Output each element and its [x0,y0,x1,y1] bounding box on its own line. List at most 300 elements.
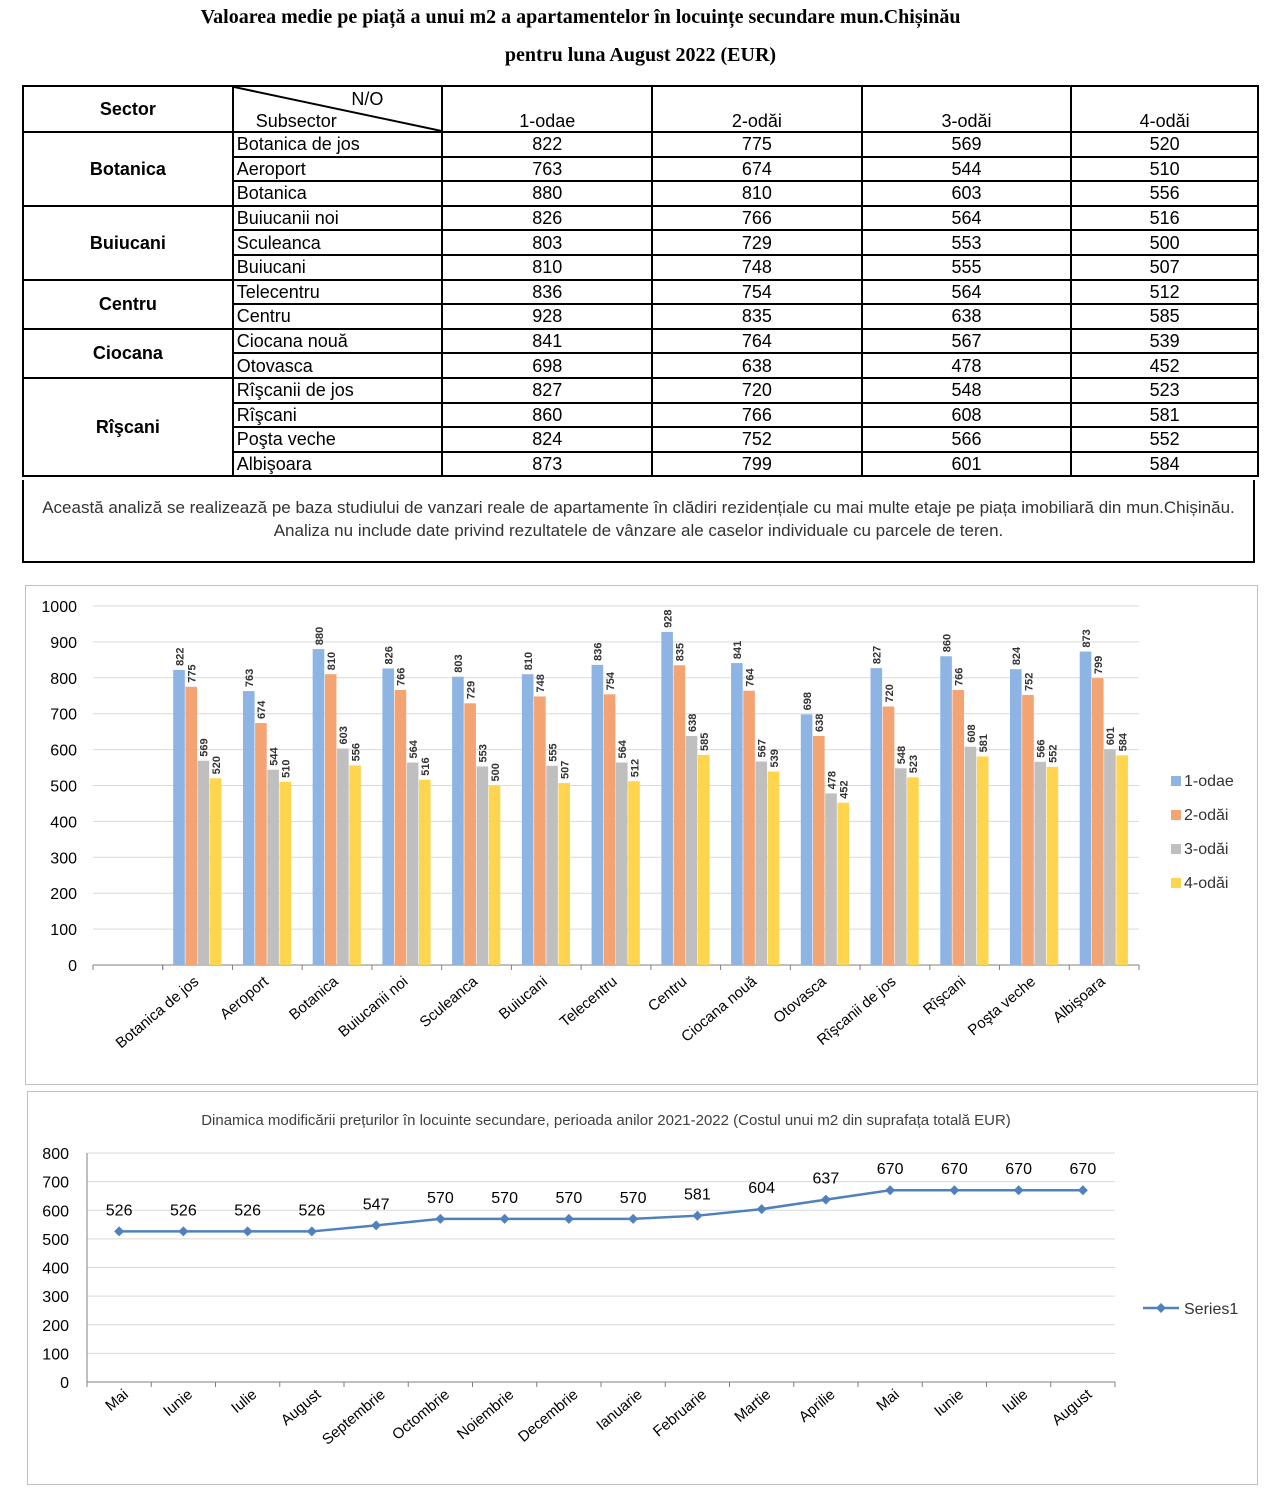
bar [1047,767,1059,965]
bar-data-label: 748 [535,674,548,693]
bar [267,770,279,965]
x-category-label: Botanica de jos [112,973,203,1053]
bar-data-label: 810 [325,651,338,671]
value-cell: 698 [442,353,652,378]
point-data-label: 526 [170,1202,197,1220]
data-point [949,1185,959,1195]
value-cell: 928 [442,304,652,329]
bar [965,747,977,965]
bar-data-label: 520 [210,755,223,775]
value-cell: 835 [652,304,862,329]
bar [907,777,919,965]
point-data-label: 670 [1005,1161,1032,1179]
bar [1092,678,1104,965]
x-category-label: Albişoara [1049,973,1109,1027]
x-category-label: Iunie [160,1386,196,1420]
subsector-cell: Poşta veche [233,427,443,452]
legend-label: 4-odăi [1184,875,1229,892]
x-category-label: Iulie [999,1386,1032,1417]
bar-data-label: 478 [826,771,839,790]
bar-data-label: 752 [1023,672,1036,692]
sector-cell: Centru [23,280,233,329]
page-title: Valoarea medie pe piață a unui m2 a apartamentelor în locuințe secundare mun.Chișinău [200,6,961,28]
bar [871,668,883,965]
bar [837,803,849,965]
value-cell: 520 [1071,132,1258,157]
bar [1010,669,1022,965]
bar-data-label: 556 [350,743,363,762]
y-tick-label: 800 [50,670,77,688]
bar-data-label: 799 [1093,655,1106,675]
subsector-cell: Aeroport [233,157,443,182]
bar-data-label: 766 [953,667,966,687]
point-data-label: 604 [748,1180,775,1198]
header-col: 1-odae [442,86,652,132]
x-category-label: Sculeanca [416,973,482,1032]
value-cell: 799 [652,452,862,477]
value-cell: 584 [1071,452,1258,477]
legend-swatch [1171,844,1181,854]
value-cell: 555 [862,255,1072,280]
bar-data-label: 835 [674,642,687,662]
y-tick-label: 0 [60,1375,69,1392]
bar-data-label: 764 [744,668,757,687]
bar-data-label: 548 [896,745,909,765]
value-cell: 826 [442,206,652,231]
bar [616,763,628,965]
bar [173,670,185,965]
subsector-cell: Rîşcani [233,403,443,428]
sector-cell: Ciocana [23,329,233,378]
data-point [821,1195,831,1205]
value-cell: 729 [652,230,862,255]
y-tick-label: 800 [42,1146,69,1163]
bar-data-label: 824 [1011,646,1024,666]
bar-data-label: 822 [174,647,187,666]
subsector-cell: Telecentru [233,280,443,305]
y-tick-label: 300 [50,850,77,868]
value-cell: 601 [862,452,1072,477]
value-cell: 754 [652,280,862,305]
value-cell: 860 [442,403,652,428]
sector-cell: Botanica [23,132,233,206]
subsector-cell: Buiucanii noi [233,206,443,231]
bar [895,768,907,965]
table-row [23,378,1258,403]
bar-data-label: 564 [617,740,630,759]
line-chart-box [27,1091,1258,1485]
header-no-subsector [233,86,443,132]
bar [801,714,813,965]
header-col: 3-odăi [862,86,1072,132]
bar [407,763,419,965]
bar-data-label: 775 [186,664,199,683]
header-col: 2-odăi [652,86,862,132]
value-cell: 603 [862,181,1072,206]
x-category-label: Septembrie [318,1386,389,1449]
subsector-cell: Rîşcanii de jos [233,378,443,403]
value-cell: 516 [1071,206,1258,231]
value-cell: 766 [652,206,862,231]
line-chart-title: Dinamica modificării prețurilor în locuinte secundare, perioada anilor 2021-2022 (Costul unui m2 din suprafața totală EUR) [201,1112,1011,1129]
x-category-label: Aprilie [795,1386,839,1426]
y-tick-label: 300 [42,1289,69,1307]
legend-label: Series1 [1184,1301,1239,1318]
bar-data-label: 452 [838,780,851,799]
bar [628,781,640,965]
value-cell: 836 [442,280,652,305]
value-cell: 564 [862,280,1072,305]
line-chart [28,1092,1257,1484]
x-category-label: Buiucani [495,973,551,1024]
value-cell: 752 [652,427,862,452]
bar-data-label: 803 [453,654,466,673]
subsector-cell: Albişoara [233,452,443,477]
y-tick-label: 700 [42,1174,69,1192]
y-tick-label: 900 [50,634,77,652]
value-cell: 544 [862,157,1072,182]
point-data-label: 570 [427,1189,454,1207]
bar [813,736,825,965]
subsector-cell: Botanica [233,181,443,206]
x-category-label: Noiembrie [453,1386,518,1444]
bar [977,756,989,965]
y-tick-label: 600 [50,742,77,760]
bar [1022,695,1034,965]
x-category-label: Rîşcani [919,973,970,1019]
bar [337,749,349,965]
data-point [692,1211,702,1221]
value-cell: 553 [862,230,1072,255]
bar-data-label: 873 [1080,629,1093,648]
value-cell: 763 [442,157,652,182]
bar-data-label: 720 [883,684,896,703]
value-cell: 803 [442,230,652,255]
value-cell: 824 [442,427,652,452]
value-cell: 880 [442,181,652,206]
bar [1104,749,1116,965]
bar-data-label: 510 [280,759,293,778]
value-cell: 775 [652,132,862,157]
legend-swatch [1171,878,1181,888]
x-category-label: Iulie [228,1386,261,1417]
y-tick-label: 500 [50,778,77,796]
bar [686,736,698,965]
point-data-label: 670 [1069,1161,1097,1179]
x-category-label: Rîşcanii de jos [813,973,900,1049]
subsector-cell: Centru [233,304,443,329]
data-point [564,1214,574,1224]
value-cell: 638 [862,304,1072,329]
bar [349,765,361,965]
bar [313,649,325,965]
bar-data-label: 544 [268,747,281,766]
value-cell: 539 [1071,329,1258,354]
value-cell: 500 [1071,230,1258,255]
bar-data-label: 500 [489,763,502,782]
y-tick-label: 400 [42,1260,69,1278]
value-cell: 766 [652,403,862,428]
y-tick-label: 100 [42,1346,69,1364]
bar-data-label: 674 [256,700,269,720]
bar-data-label: 836 [592,642,605,661]
point-data-label: 526 [105,1202,133,1220]
sector-cell: Buiucani [23,206,233,280]
legend-swatch [1171,776,1181,786]
bar [395,690,407,965]
bar [768,771,780,965]
bar-data-label: 841 [732,640,745,660]
bar [198,761,210,965]
value-cell: 608 [862,403,1072,428]
point-data-label: 570 [555,1189,583,1207]
bar-data-label: 608 [965,724,978,743]
value-cell: 873 [442,452,652,477]
y-tick-label: 200 [50,886,77,904]
bar-data-label: 880 [313,626,326,646]
header-no: N/O [351,89,384,109]
bar [452,677,464,965]
table-row [23,280,1258,305]
value-cell: 748 [652,255,862,280]
header-col: 4-odăi [1071,86,1258,132]
value-cell: 569 [862,132,1072,157]
bar-data-label: 603 [338,726,351,745]
data-point [243,1226,253,1236]
series-line [119,1190,1083,1231]
y-tick-label: 0 [68,958,77,975]
y-tick-label: 1000 [41,599,77,616]
y-tick-label: 100 [50,922,77,940]
table-row [23,329,1258,354]
x-category-label: Octombrie [389,1386,453,1444]
bar [546,766,558,965]
value-cell: 822 [442,132,652,157]
data-point [178,1226,188,1236]
value-cell: 452 [1071,353,1258,378]
table-row [23,132,1258,157]
bar [825,793,837,965]
value-cell: 585 [1071,304,1258,329]
data-point [500,1214,510,1224]
bar-chart-box [25,585,1258,1085]
point-data-label: 526 [234,1202,261,1220]
bar-data-label: 826 [383,646,396,665]
value-cell: 567 [862,329,1072,354]
x-category-label: Aeroport [216,973,272,1024]
bar [674,665,686,965]
value-cell: 478 [862,353,1072,378]
bar-data-label: 552 [1047,744,1060,763]
value-cell: 764 [652,329,862,354]
x-category-label: Iunie [931,1386,967,1420]
value-cell: 638 [652,353,862,378]
bar-data-label: 512 [629,758,642,778]
bar [382,668,394,965]
bar-data-label: 860 [941,633,954,653]
x-category-label: August [1048,1386,1096,1430]
value-cell: 581 [1071,403,1258,428]
bar [243,691,255,965]
value-cell: 552 [1071,427,1258,452]
x-category-label: Ciocana nouă [678,973,761,1046]
bar-data-label: 566 [1035,739,1048,758]
y-tick-label: 600 [42,1203,69,1221]
bar-data-label: 601 [1105,726,1118,746]
x-category-label: Mai [873,1386,903,1415]
bar-data-label: 553 [477,744,490,763]
x-category-label: Telecentru [556,973,621,1031]
bar [731,663,743,965]
bar [604,694,616,965]
subsector-cell: Buiucani [233,255,443,280]
x-category-label: Centru [644,973,691,1016]
x-category-label: August [277,1386,325,1430]
bar-chart [26,586,1257,1084]
bar-data-label: 555 [547,743,560,762]
legend-marker [1156,1303,1166,1313]
price-table [22,85,1259,477]
value-cell: 810 [442,255,652,280]
bar [940,656,952,965]
value-cell: 566 [862,427,1072,452]
value-cell: 810 [652,181,862,206]
point-data-label: 637 [812,1170,840,1188]
bar-data-label: 507 [559,760,572,779]
bar [489,786,501,966]
data-point [307,1226,317,1236]
bar [1080,652,1092,965]
data-point [1078,1185,1088,1195]
bar [185,687,197,965]
bar [477,766,489,965]
data-point [885,1185,895,1195]
y-tick-label: 700 [50,706,77,724]
point-data-label: 670 [941,1161,968,1179]
bar [755,761,767,965]
header-sector: Sector [23,86,233,132]
bar-data-label: 638 [686,713,699,732]
y-tick-label: 200 [42,1317,69,1335]
value-cell: 720 [652,378,862,403]
data-point [628,1214,638,1224]
x-category-label: Botanica [285,973,342,1024]
data-point [1014,1185,1024,1195]
value-cell: 841 [442,329,652,354]
value-cell: 556 [1071,181,1258,206]
point-data-label: 581 [684,1186,711,1204]
table-row [23,206,1258,231]
point-data-label: 570 [619,1189,647,1207]
data-point [757,1204,767,1214]
bar [592,665,604,965]
y-tick-label: 400 [50,814,77,832]
bar-data-label: 729 [465,680,478,700]
bar [534,696,546,965]
bar-data-label: 584 [1117,732,1130,752]
value-cell: 827 [442,378,652,403]
value-cell: 507 [1071,255,1258,280]
bar-data-label: 585 [699,732,712,751]
header-subsector: Subsector [255,111,337,131]
legend-label: 1-odae [1184,773,1234,790]
subsector-cell: Ciocana nouă [233,329,443,354]
bar [1034,762,1046,965]
x-category-label: Februarie [649,1386,710,1441]
subsector-cell: Otovasca [233,353,443,378]
sector-cell: Rîşcani [23,378,233,476]
data-point [114,1226,124,1236]
value-cell: 523 [1071,378,1258,403]
bar [558,783,570,965]
legend-swatch [1171,810,1181,820]
bar [1116,755,1128,965]
legend-label: 2-odăi [1184,807,1229,824]
value-cell: 512 [1071,280,1258,305]
bar [255,723,267,965]
x-category-label: Poşta veche [964,973,1039,1040]
point-data-label: 670 [876,1161,904,1179]
data-point [435,1214,445,1224]
bar [280,782,292,965]
analysis-note: Această analiză se realizează pe baza studiului de vanzari reale de apartamente în clădiri rezidențiale cu mai multe etaje pe piața imobiliară din mun.Chișinău. Analiza nu include date privind rezultatele de vânzare ale caselor individuale cu parcele de teren. [22,480,1255,563]
bar-data-label: 516 [420,757,433,776]
bar-data-label: 567 [756,739,769,758]
value-cell: 564 [862,206,1072,231]
value-cell: 674 [652,157,862,182]
bar [883,707,895,965]
bar [522,674,534,965]
bar [661,632,673,965]
bar-data-label: 569 [198,738,211,757]
bar-data-label: 754 [604,671,617,691]
legend-label: 3-odăi [1184,841,1229,858]
bar-data-label: 766 [395,667,408,687]
y-tick-label: 500 [42,1231,69,1249]
point-data-label: 547 [362,1196,390,1214]
subsector-cell: Botanica de jos [233,132,443,157]
x-category-label: Martie [731,1386,775,1426]
page-subtitle: pentru luna August 2022 (EUR) [504,44,777,66]
bar [464,703,476,965]
x-category-label: Otovasca [770,973,830,1027]
bar-data-label: 698 [801,692,814,711]
x-category-label: Mai [102,1386,132,1415]
bar-data-label: 928 [662,609,675,628]
value-cell: 510 [1071,157,1258,182]
bar [952,690,964,965]
data-point [371,1220,381,1230]
table-header-row [23,86,1258,132]
bar-data-label: 564 [407,740,420,759]
bar-data-label: 523 [908,754,921,774]
bar [743,691,755,965]
bar-data-label: 810 [522,651,535,671]
bar-data-label: 539 [768,749,781,768]
x-category-label: Ianuarie [593,1386,646,1434]
point-data-label: 570 [491,1189,518,1207]
bar-data-label: 638 [814,713,827,732]
x-category-label: Decembrie [514,1386,582,1446]
bar [698,755,710,965]
bar [419,780,431,965]
bar-data-label: 581 [977,734,990,753]
subsector-cell: Sculeanca [233,230,443,255]
bar [325,674,337,965]
bar-data-label: 763 [244,668,257,688]
value-cell: 548 [862,378,1072,403]
bar [210,778,222,965]
